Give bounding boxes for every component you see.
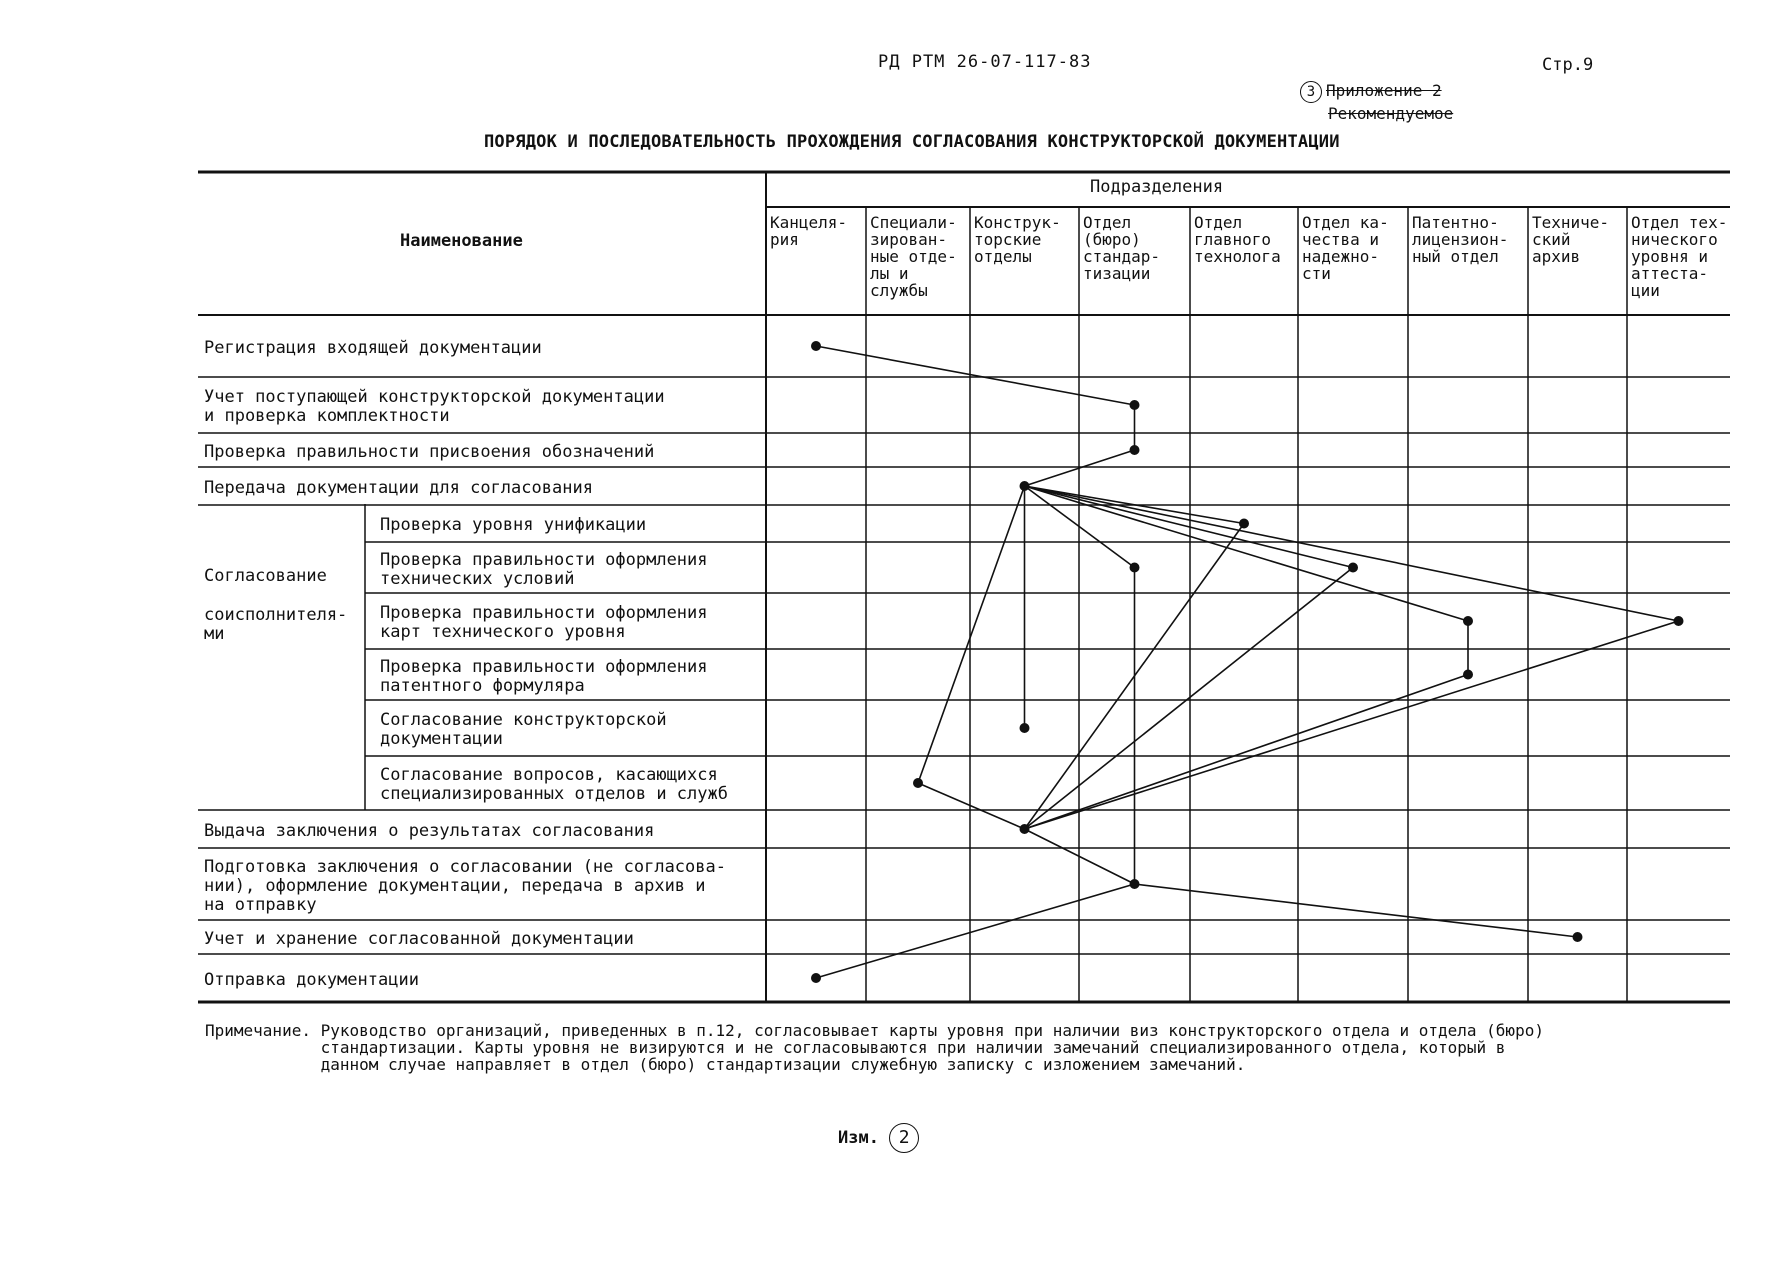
group-label: Согласование xyxy=(204,566,327,586)
department-column-header: Отдел ка- чества и надежно- сти xyxy=(1302,213,1389,283)
flow-connector xyxy=(918,783,1025,829)
flow-connector xyxy=(1135,884,1578,937)
task-row-label: Отправка документации xyxy=(204,969,419,990)
task-row-label: Проверка правильности присвоения обозначений xyxy=(204,441,655,462)
flow-node xyxy=(1130,445,1140,455)
task-row-label: Учет и хранение согласованной документации xyxy=(204,928,634,949)
flow-node xyxy=(1463,616,1473,626)
flow-node xyxy=(811,973,821,983)
change-footer xyxy=(838,1123,923,1153)
department-column-header: Канцеля- рия xyxy=(770,213,848,249)
flow-connector xyxy=(1025,568,1354,830)
department-column-header: Отдел тех- нического уровня и аттеста- ции xyxy=(1631,213,1728,300)
task-row-label: Проверка правильности оформления технических условий xyxy=(380,549,708,589)
department-column-header: Отдел главного технолога xyxy=(1194,213,1281,266)
flow-node xyxy=(1130,563,1140,573)
flow-node xyxy=(1020,824,1030,834)
department-column-header: Техниче- ский архив xyxy=(1532,213,1610,266)
task-row-label: Проверка правильности оформления патентного формуляра xyxy=(380,656,708,696)
flow-node xyxy=(1020,481,1030,491)
flow-connector xyxy=(1025,675,1469,830)
flow-node xyxy=(1130,400,1140,410)
flow-node xyxy=(1239,519,1249,529)
flow-connector xyxy=(816,346,1135,405)
name-column-header: Наименование xyxy=(400,231,523,251)
change-footer-number: 2 xyxy=(889,1123,919,1153)
group-label: соисполнителя- ми xyxy=(204,605,348,644)
task-row-label: Регистрация входящей документации xyxy=(204,337,542,358)
page-number: Стр.9 xyxy=(1542,55,1594,75)
task-row-label: Выдача заключения о результатах согласования xyxy=(204,820,655,841)
flow-node xyxy=(1573,932,1583,942)
change-number: 3 xyxy=(1300,81,1322,103)
task-row-label: Согласование вопросов, касающихся специализированных отделов и служб xyxy=(380,765,728,804)
flow-connector xyxy=(1025,486,1469,621)
flow-node xyxy=(913,778,923,788)
task-row-label: Согласование конструкторской документации xyxy=(380,710,667,749)
document-code: РД РТМ 26-07-117-83 xyxy=(878,52,1092,72)
flow-connector xyxy=(1025,621,1679,829)
flow-node xyxy=(811,341,821,351)
task-row-label: Учет поступающей конструкторской документации и проверка комплектности xyxy=(204,387,665,426)
page-title: ПОРЯДОК И ПОСЛЕДОВАТЕЛЬНОСТЬ ПРОХОЖДЕНИЯ СОГЛАСОВАНИЯ КОНСТРУКТОРСКОЙ ДОКУМЕНТАЦИИ xyxy=(484,132,1340,152)
department-column-header: Специали- зирован- ные отде- лы и службы xyxy=(870,213,957,300)
change-label: Изм. xyxy=(838,1128,879,1148)
department-column-header: Отдел (бюро) стандар- тизации xyxy=(1083,213,1161,283)
department-column-header: Патентно- лицензион- ный отдел xyxy=(1412,213,1509,266)
task-row-label: Проверка правильности оформления карт технического уровня xyxy=(380,603,708,642)
flow-connector xyxy=(918,486,1025,783)
flow-node xyxy=(1130,879,1140,889)
appendix-status: Рекомендуемое xyxy=(1328,104,1454,123)
flow-node xyxy=(1674,616,1684,626)
department-column-header: Конструк- торские отделы xyxy=(974,213,1061,266)
task-row-label: Проверка уровня унификации xyxy=(380,515,647,535)
task-row-label: Подготовка заключения о согласовании (не согласова- нии), оформление документации, передача в архив и на отправку xyxy=(204,856,726,915)
flow-node xyxy=(1020,723,1030,733)
flow-node xyxy=(1463,670,1473,680)
appendix-label: Приложение 2 xyxy=(1326,81,1442,100)
task-row-label: Передача документации для согласования xyxy=(204,477,593,498)
flow-connector xyxy=(1025,486,1354,568)
departments-header: Подразделения xyxy=(1090,177,1224,197)
flow-connector xyxy=(816,884,1135,978)
flow-connector xyxy=(1025,486,1679,621)
flow-node xyxy=(1348,563,1358,573)
footnote: Примечание. Руководство организаций, приведенных в п.12, согласовывает карты уровня при наличии виз конструкторского отдела и отдела (бюро) стандартизации. Карты уровня не визируются и не согласовываются при наличии замечаний специализированного отдела, который в данном случае направляет в отдел (бюро) стандартизации служебную записку с изложением замечаний. xyxy=(205,1021,1544,1074)
